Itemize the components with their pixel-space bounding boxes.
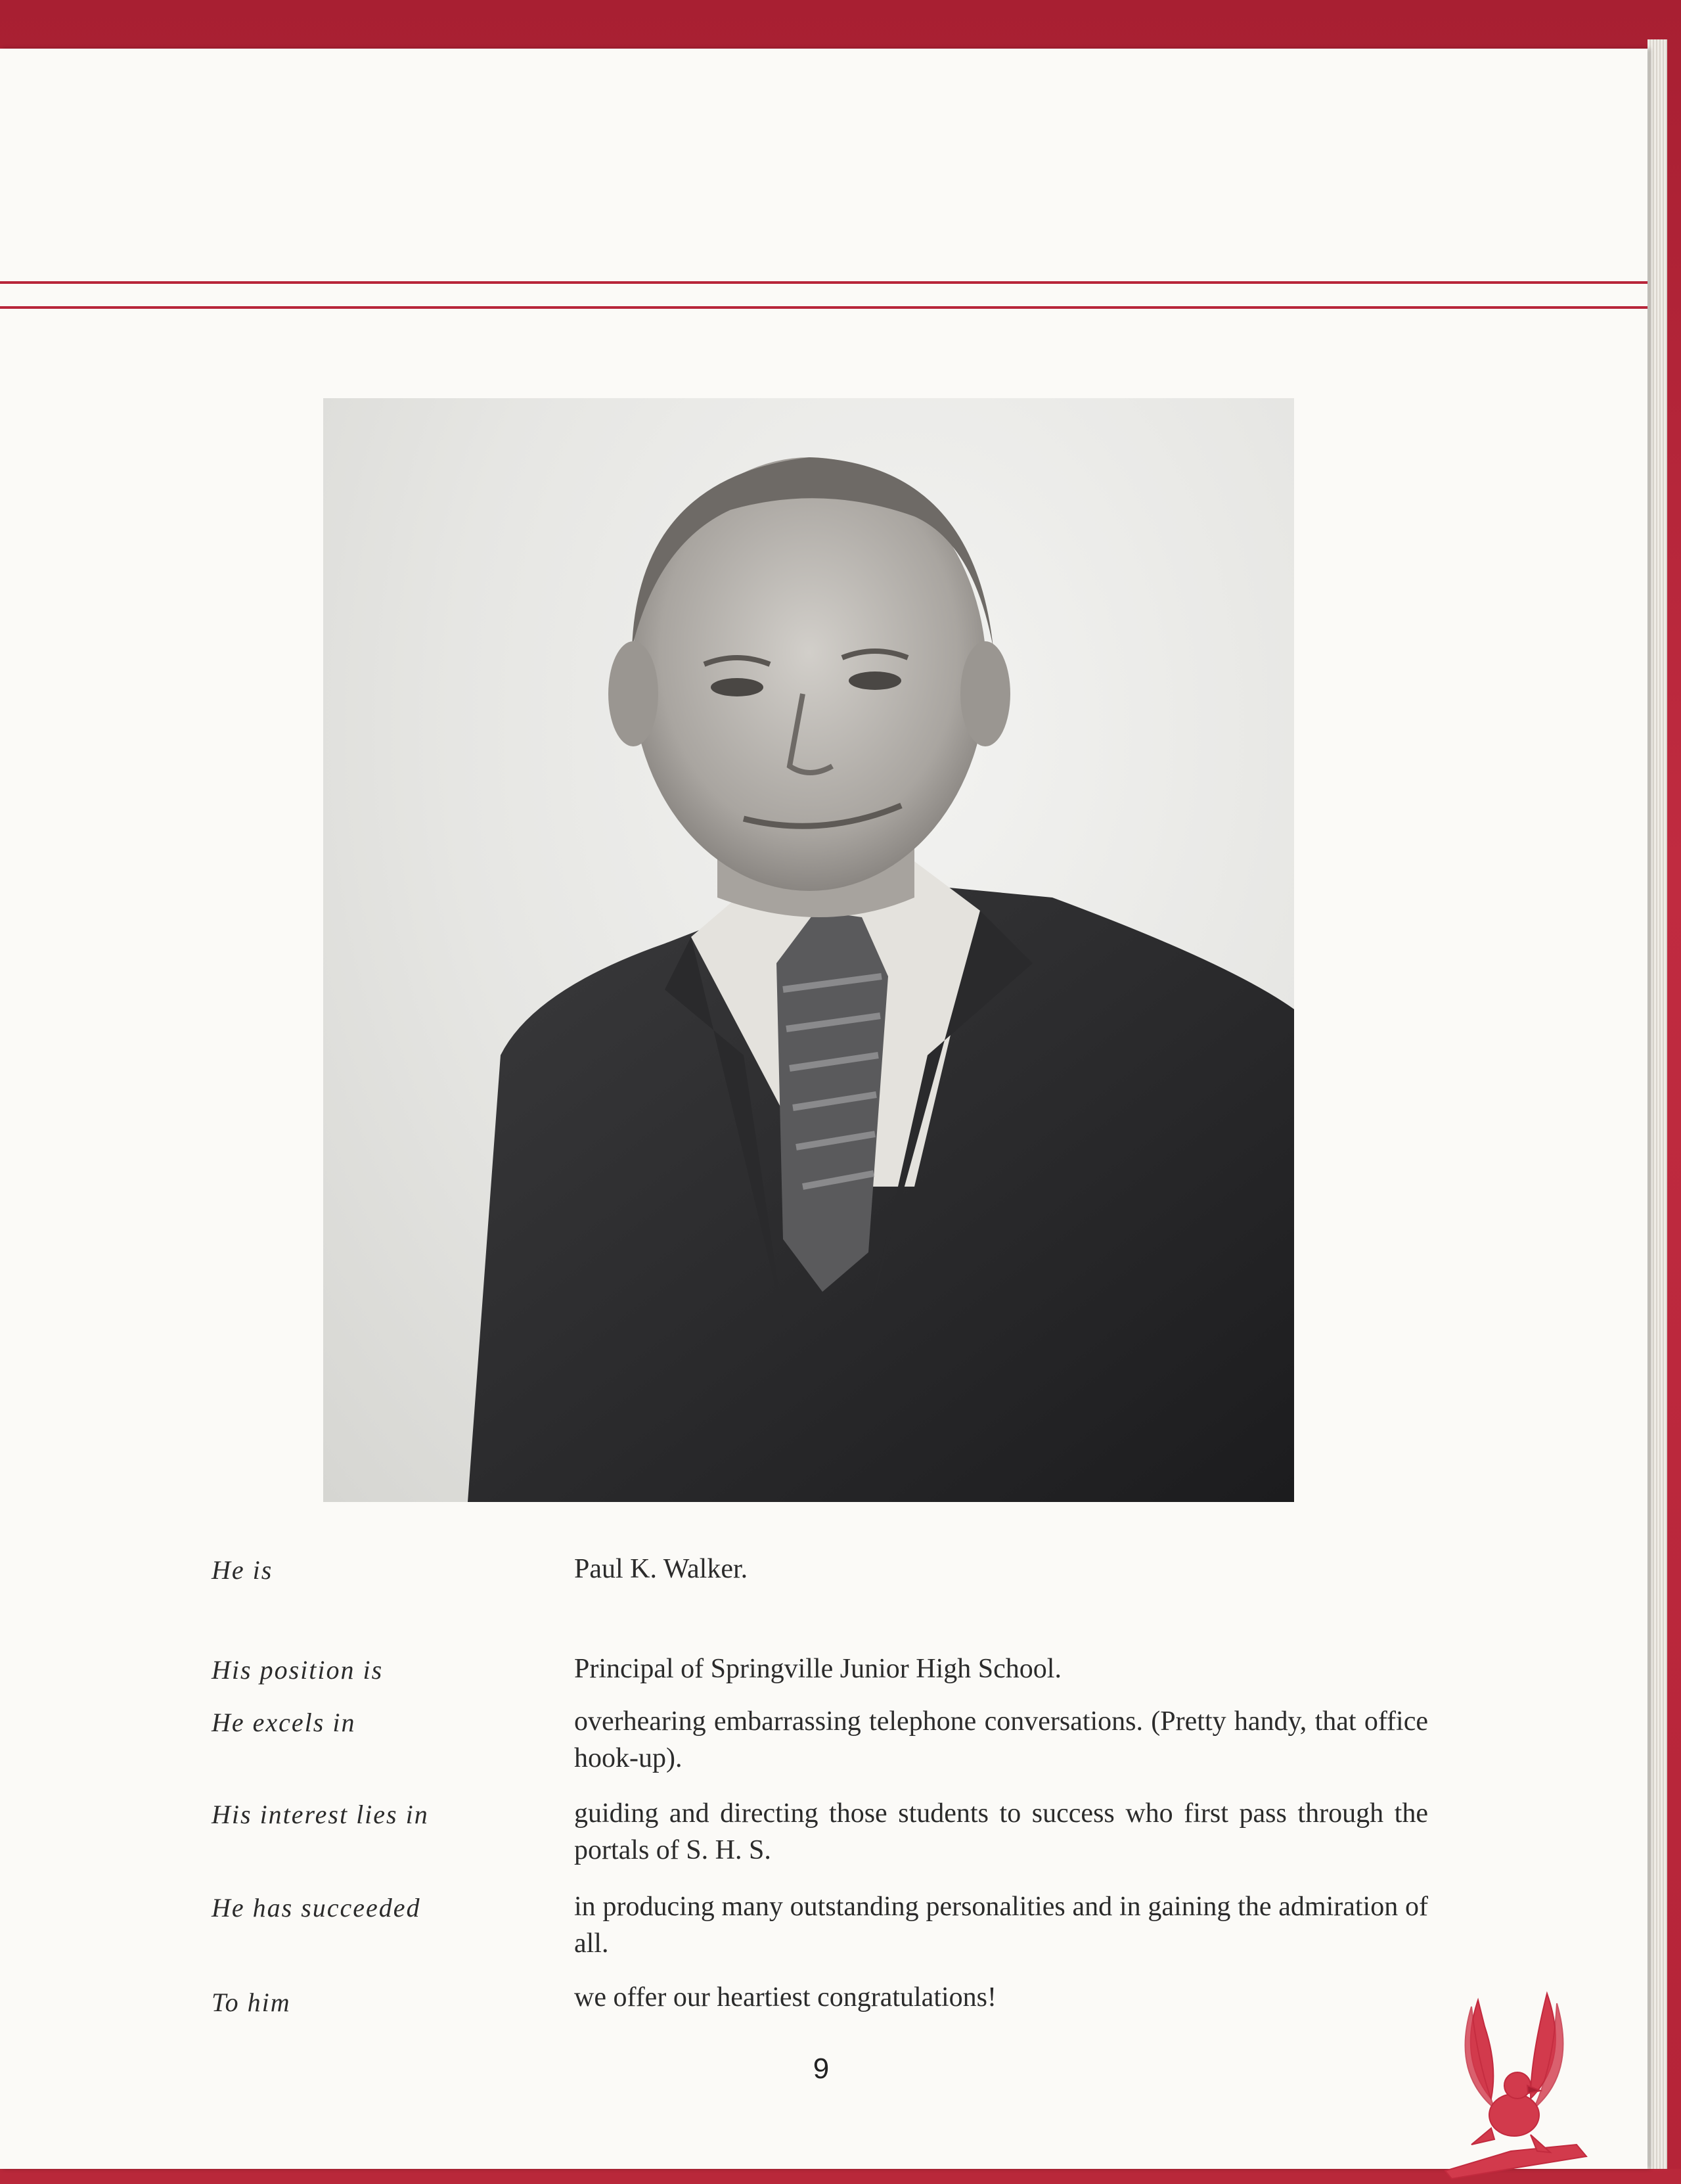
yearbook-page: [0, 49, 1647, 2169]
top-rule: [0, 281, 1647, 284]
profile-value: in producing many outstanding personalities and in gaining the admiration of all.: [574, 1892, 1428, 1959]
profile-value: we offer our heartiest congratulations!: [574, 1982, 997, 2013]
principal-portrait: [323, 398, 1294, 1502]
profile-label: He is: [212, 1555, 273, 1585]
eagle-icon: [1432, 1987, 1603, 2184]
profile-label: He excels in: [212, 1708, 356, 1737]
profile-label: His position is: [212, 1655, 384, 1685]
profile-value: guiding and directing those students to success who first pass through the portals of S. H. S.: [574, 1798, 1428, 1865]
profile-value: Paul K. Walker.: [574, 1554, 748, 1584]
top-rule-lower: [0, 306, 1647, 309]
page-number: 9: [813, 2053, 830, 2085]
profile-label: He has succeeded: [212, 1893, 421, 1922]
profile-value: Principal of Springville Junior High School.: [574, 1654, 1062, 1684]
profile-label: To him: [212, 1988, 291, 2017]
page-edges: [1647, 39, 1667, 2169]
profile-label: His interest lies in: [212, 1800, 429, 1829]
profile-value: overhearing embarrassing telephone conversations. (Pretty handy, that office hook-up).: [574, 1706, 1428, 1773]
